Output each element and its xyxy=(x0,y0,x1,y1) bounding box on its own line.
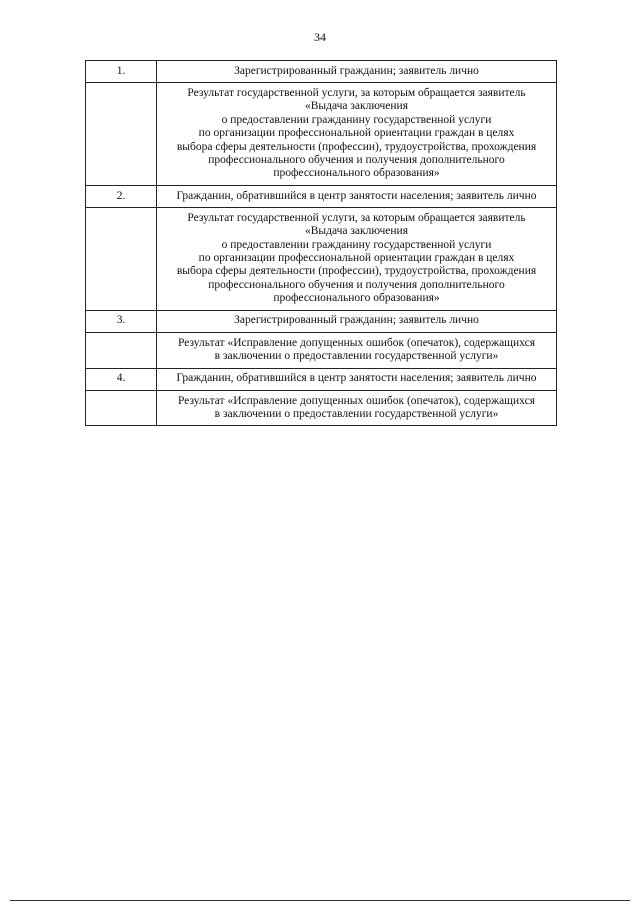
result-line: по организации профессиональной ориентации граждан в целях xyxy=(198,252,515,265)
result-line: выбора сферы деятельности (профессии), трудоустройства, прохождения xyxy=(176,140,537,153)
table-row xyxy=(86,390,557,426)
table-row xyxy=(86,185,557,207)
bottom-rule xyxy=(10,900,630,901)
result-line: Результат государственной услуги, за которым обращается заявитель xyxy=(187,87,526,99)
applicant-cell: Зарегистрированный гражданин; заявитель лично xyxy=(157,310,557,332)
result-line: по организации профессиональной ориентации граждан в целях xyxy=(198,127,515,140)
result-line: «Выдача заключения xyxy=(304,100,409,113)
row-number: 2. xyxy=(86,185,157,207)
result-line: «Выдача заключения xyxy=(304,225,409,238)
result-cell xyxy=(157,390,557,426)
page-number: 34 xyxy=(314,30,326,44)
applicant-cell: Гражданин, обратившийся в центр занятости населения; заявитель лично xyxy=(157,185,557,207)
row-number: 3. xyxy=(86,310,157,332)
result-cell xyxy=(157,207,557,310)
table-row xyxy=(86,310,557,332)
row-number: 1. xyxy=(86,61,157,83)
table-row xyxy=(86,61,557,83)
result-line: выбора сферы деятельности (профессии), трудоустройства, прохождения xyxy=(176,265,537,278)
result-line: Результат «Исправление допущенных ошибок (опечаток), содержащихся xyxy=(177,336,535,349)
table-row xyxy=(86,207,557,310)
result-line: профессионального образования» xyxy=(273,292,440,305)
variants-table xyxy=(85,60,557,426)
result-line: Результат «Исправление допущенных ошибок (опечаток), содержащихся xyxy=(177,394,535,407)
result-line: профессионального обучения и получения дополнительного xyxy=(208,278,505,291)
table-row xyxy=(86,332,557,368)
applicant-cell: Гражданин, обратившийся в центр занятости населения; заявитель лично xyxy=(157,368,557,390)
empty-cell xyxy=(86,390,157,426)
result-line: Результат государственной услуги, за которым обращается заявитель xyxy=(187,211,526,224)
result-cell xyxy=(157,83,557,186)
table-row xyxy=(86,83,557,186)
result-line: о предоставлении гражданину государственной услуги xyxy=(221,113,492,126)
table-row xyxy=(86,368,557,390)
table-body xyxy=(86,61,557,426)
result-cell xyxy=(157,332,557,368)
empty-cell xyxy=(86,207,157,310)
empty-cell xyxy=(86,83,157,186)
result-line: профессионального образования» xyxy=(273,167,440,180)
result-line: в заключении о предоставлении государственной услуги» xyxy=(214,350,499,363)
applicant-cell: Зарегистрированный гражданин; заявитель лично xyxy=(157,61,557,83)
result-line: о предоставлении гражданину государственной услуги xyxy=(221,238,492,251)
result-line: профессионального обучения и получения дополнительного xyxy=(208,154,505,167)
row-number: 4. xyxy=(86,368,157,390)
result-line: в заключении о предоставлении государственной услуги» xyxy=(214,407,499,420)
empty-cell xyxy=(86,332,157,368)
